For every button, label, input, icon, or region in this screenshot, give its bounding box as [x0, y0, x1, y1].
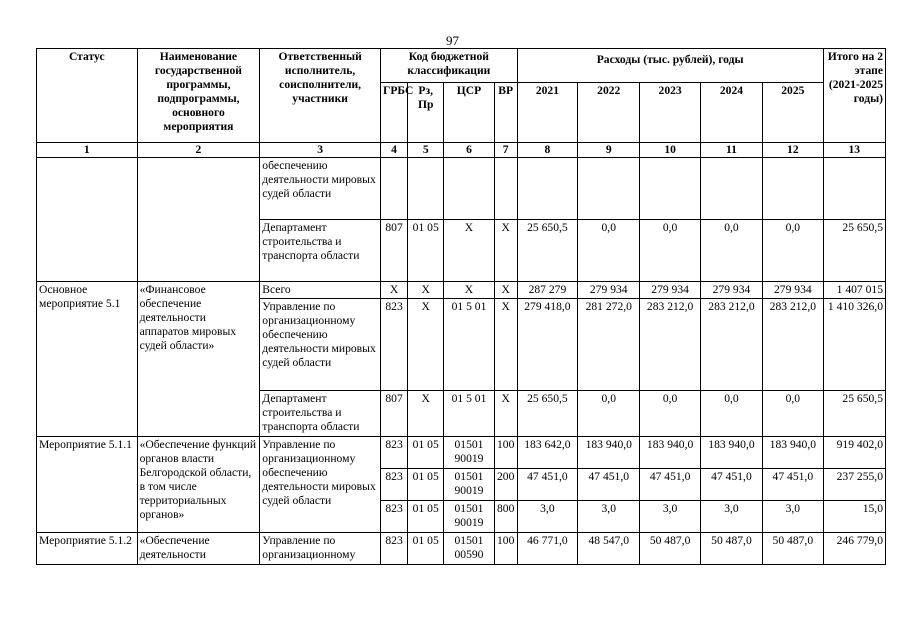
- header-name: Наименование государственной программы, подпрограммы, основного мероприятия: [137, 49, 260, 143]
- cell-grbs: 823: [380, 437, 407, 469]
- header-2021: 2021: [517, 83, 577, 143]
- cell-status: Основное мероприятие 5.1: [37, 282, 138, 437]
- header-2025: 2025: [763, 83, 823, 143]
- cell-responsible: Управление по организационному обеспечению деятельности мировых судей области: [260, 299, 381, 391]
- cell-name: «Обеспечение функций органов власти Белгородской области, в том числе территориальных органов»: [137, 437, 260, 533]
- header-2023: 2023: [640, 83, 700, 143]
- cell-grbs: 823: [380, 469, 407, 501]
- cell-2023: 279 934: [640, 282, 700, 299]
- cell-vr: Х: [494, 282, 517, 299]
- col-number: 3: [260, 143, 381, 158]
- col-number: 2: [137, 143, 260, 158]
- cell-csr: 01501 00590: [444, 533, 494, 565]
- cell-status: [37, 158, 138, 282]
- cell-grbs: 823: [380, 299, 407, 391]
- cell-rz: 01 05: [408, 501, 444, 533]
- cell-2021: 279 418,0: [517, 299, 577, 391]
- cell-2021: 25 650,5: [517, 220, 577, 282]
- cell-responsible: обеспечению деятельности мировых судей области: [260, 158, 381, 220]
- cell-csr: 01 5 01: [444, 391, 494, 437]
- cell-2023: 3,0: [640, 501, 700, 533]
- cell-total: 25 650,5: [823, 391, 885, 437]
- col-number: 13: [823, 143, 885, 158]
- cell-total: 15,0: [823, 501, 885, 533]
- cell-vr: Х: [494, 391, 517, 437]
- cell-2025: 3,0: [763, 501, 823, 533]
- cell-grbs: 823: [380, 501, 407, 533]
- cell-2025: 0,0: [763, 391, 823, 437]
- col-number: 9: [578, 143, 640, 158]
- cell-2024: 0,0: [700, 391, 762, 437]
- cell-total: 246 779,0: [823, 533, 885, 565]
- cell-rz: 01 05: [408, 220, 444, 282]
- cell-2023: 47 451,0: [640, 469, 700, 501]
- cell-responsible: Департамент строительства и транспорта области: [260, 391, 381, 437]
- cell-2021: 46 771,0: [517, 533, 577, 565]
- cell-vr: 100: [494, 437, 517, 469]
- cell-responsible: Управление по организационному обеспечению деятельности мировых судей области: [260, 437, 381, 533]
- cell-2021: 287 279: [517, 282, 577, 299]
- cell-vr: 200: [494, 469, 517, 501]
- cell-2023: 183 940,0: [640, 437, 700, 469]
- col-number: 4: [380, 143, 407, 158]
- cell-2021: 47 451,0: [517, 469, 577, 501]
- col-number: 1: [37, 143, 138, 158]
- cell-grbs: Х: [380, 282, 407, 299]
- cell-grbs: 807: [380, 391, 407, 437]
- cell-2022: 48 547,0: [578, 533, 640, 565]
- header-budget-code: Код бюджетной классификации: [380, 49, 517, 83]
- header-2024: 2024: [700, 83, 762, 143]
- cell-2022: 47 451,0: [578, 469, 640, 501]
- table-row: [37, 158, 886, 220]
- cell-name: [137, 158, 260, 282]
- header-csr: ЦСР: [444, 83, 494, 143]
- cell-2023: 283 212,0: [640, 299, 700, 391]
- cell-2024: 50 487,0: [700, 533, 762, 565]
- cell-csr: Х: [444, 282, 494, 299]
- cell-total: 1 407 015: [823, 282, 885, 299]
- cell-grbs: 807: [380, 220, 407, 282]
- cell-2023: 0,0: [640, 391, 700, 437]
- cell-total: 919 402,0: [823, 437, 885, 469]
- cell-2022: 3,0: [578, 501, 640, 533]
- col-number: 10: [640, 143, 700, 158]
- col-number: 8: [517, 143, 577, 158]
- col-number: 6: [444, 143, 494, 158]
- cell-2025: 0,0: [763, 220, 823, 282]
- cell-name: «Финансовое обеспечение деятельности аппаратов мировых судей области»: [137, 282, 260, 437]
- cell-2023: 0,0: [640, 220, 700, 282]
- cell-csr: 01501 90019: [444, 437, 494, 469]
- header-status: Статус: [37, 49, 138, 143]
- cell-2022: 281 272,0: [578, 299, 640, 391]
- header-responsible: Ответственный исполнитель, соисполнители, участники: [260, 49, 381, 143]
- cell-status: Мероприятие 5.1.2: [37, 533, 138, 565]
- col-number: 11: [700, 143, 762, 158]
- cell-2024: 183 940,0: [700, 437, 762, 469]
- cell-2025: 283 212,0: [763, 299, 823, 391]
- cell-2025: 50 487,0: [763, 533, 823, 565]
- cell-2021: 183 642,0: [517, 437, 577, 469]
- header-grbs: ГРБС: [380, 83, 407, 143]
- header-total: Итого на 2 этапе (2021-2025 годы): [823, 49, 885, 143]
- cell-grbs: 823: [380, 533, 407, 565]
- cell-rz: 01 05: [408, 533, 444, 565]
- cell-2024: 279 934: [700, 282, 762, 299]
- header-rz: Рз, Пр: [408, 83, 444, 143]
- cell-2024: 3,0: [700, 501, 762, 533]
- col-number: 12: [763, 143, 823, 158]
- cell-2025: 47 451,0: [763, 469, 823, 501]
- table-row: [37, 437, 886, 469]
- header-2022: 2022: [578, 83, 640, 143]
- cell-responsible: Всего: [260, 282, 381, 299]
- cell-rz: Х: [408, 282, 444, 299]
- cell-2022: 183 940,0: [578, 437, 640, 469]
- cell-2024: 0,0: [700, 220, 762, 282]
- cell-2021: 25 650,5: [517, 391, 577, 437]
- header-expenses: Расходы (тыс. рублей), годы: [517, 49, 823, 83]
- cell-total: 25 650,5: [823, 220, 885, 282]
- cell-2025: 279 934: [763, 282, 823, 299]
- cell-rz: Х: [408, 391, 444, 437]
- cell-csr: 01 5 01: [444, 299, 494, 391]
- budget-table: [36, 48, 886, 565]
- page-number: 97: [446, 33, 459, 48]
- table-row: [37, 533, 886, 565]
- cell-total: 237 255,0: [823, 469, 885, 501]
- cell-2021: 3,0: [517, 501, 577, 533]
- cell-responsible: Департамент строительства и транспорта области: [260, 220, 381, 282]
- cell-csr: 01501 90019: [444, 469, 494, 501]
- table-row: [37, 282, 886, 299]
- cell-2023: 50 487,0: [640, 533, 700, 565]
- cell-2024: 47 451,0: [700, 469, 762, 501]
- cell-vr: Х: [494, 299, 517, 391]
- cell-vr: 800: [494, 501, 517, 533]
- cell-2022: 0,0: [578, 391, 640, 437]
- col-number: 5: [408, 143, 444, 158]
- col-number: 7: [494, 143, 517, 158]
- cell-name: «Обеспечение деятельности: [137, 533, 260, 565]
- cell-status: Мероприятие 5.1.1: [37, 437, 138, 533]
- cell-total: 1 410 326,0: [823, 299, 885, 391]
- cell-responsible: Управление по организационному: [260, 533, 381, 565]
- cell-rz: 01 05: [408, 437, 444, 469]
- header-vr: ВР: [494, 83, 517, 143]
- cell-vr: 100: [494, 533, 517, 565]
- cell-vr: Х: [494, 220, 517, 282]
- cell-2024: 283 212,0: [700, 299, 762, 391]
- cell-csr: Х: [444, 220, 494, 282]
- cell-csr: 01501 90019: [444, 501, 494, 533]
- cell-2022: 0,0: [578, 220, 640, 282]
- cell-rz: 01 05: [408, 469, 444, 501]
- cell-2025: 183 940,0: [763, 437, 823, 469]
- cell-2022: 279 934: [578, 282, 640, 299]
- cell-rz: Х: [408, 299, 444, 391]
